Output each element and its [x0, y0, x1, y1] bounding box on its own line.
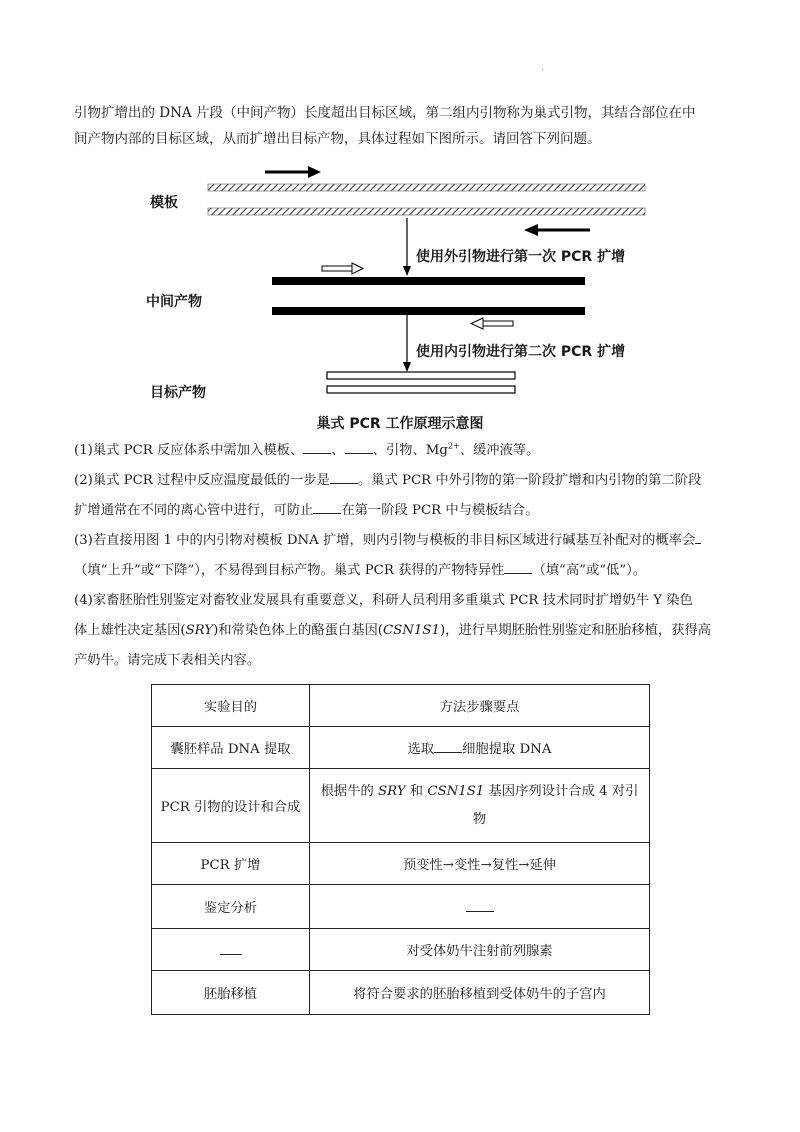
method-text-c: 基因序列设计合成 4 对引物	[472, 783, 639, 827]
target-strand-top	[327, 372, 515, 379]
method-text-b: 和	[405, 783, 428, 799]
step1-text: 使用外引物进行第一次 PCR 扩增	[416, 249, 626, 265]
table-row	[152, 769, 650, 843]
method-text-b: 细胞提取 DNA	[462, 742, 552, 757]
q2-text-a: (2)巢式 PCR 过程中反应温度最低的一步是	[74, 473, 330, 488]
answer-blank[interactable]	[466, 897, 494, 912]
q2-text-d: 在第一阶段 PCR 中与模板结合。	[341, 503, 539, 518]
inner-primer-reverse-arrow	[471, 318, 513, 329]
intro-paragraph	[74, 100, 724, 152]
row-purpose: 囊胚样品 DNA 提取	[152, 727, 310, 769]
intermediate-strand-top	[272, 277, 585, 285]
answer-blank[interactable]	[695, 529, 701, 544]
row-method: 将符合要求的胚胎移植到受体奶牛的子宫内	[310, 971, 650, 1015]
question-2-cont	[74, 496, 734, 526]
answer-blank[interactable]	[303, 439, 331, 454]
q2-text-c: 扩增通常在不同的离心管中进行，可防止	[74, 503, 314, 518]
intermediate-strand-bottom	[272, 307, 585, 315]
q3-text-a: (3)若直接用图 1 中的内引物对模板 DNA 扩增，则内引物与模板的非目标区域进行碱基互补配对的概率会	[74, 533, 696, 548]
q1-text-c: 、引物、Mg	[372, 443, 448, 458]
header-method: 方法步骤要点	[310, 685, 650, 727]
q1-text-a: (1)巢式 PCR 反应体系中需加入模板、	[74, 443, 304, 458]
question-4-line-1: (4)家畜胚胎性别鉴定对畜牧业发展具有重要意义，科研人员利用多重巢式 PCR 技术同时扩增奶牛 Y 染色	[74, 593, 693, 608]
answer-blank[interactable]	[220, 940, 242, 955]
template-strand-bottom	[208, 208, 645, 215]
q3-text-b: （填“上升”或“下降”），不易得到目标产物。巢式 PCR 获得的产物特异性	[74, 563, 505, 578]
q3-text-c: （填“高”或“低”）。	[532, 563, 647, 578]
page-dot: .	[541, 62, 545, 73]
row-purpose: 鉴定分析	[152, 885, 310, 929]
method-text-a: 选取	[407, 742, 435, 757]
inner-primer-forward-arrow	[322, 263, 363, 274]
header-purpose: 实验目的	[152, 685, 310, 727]
table-row	[152, 885, 650, 929]
question-4-line-2	[74, 616, 734, 646]
q4-text-a: 体上雄性决定基因(	[74, 623, 186, 638]
template-strand-top	[208, 184, 645, 191]
gene-sry: SRY	[378, 783, 406, 799]
row-purpose: PCR 引物的设计和合成	[152, 769, 310, 843]
row-purpose: PCR 扩增	[152, 843, 310, 885]
question-2	[74, 466, 734, 496]
q4-text-c: )，进行早期胚胎性别鉴定和胚胎移植，获得高	[439, 623, 712, 638]
outer-primer-forward-arrow	[265, 166, 321, 178]
row-method	[310, 885, 650, 929]
target-strand-bottom	[327, 386, 515, 393]
label-target-product: 目标产物	[150, 385, 206, 401]
gene-sry: SRY	[185, 623, 214, 638]
diagram-caption: 巢式 PCR 工作原理示意图	[316, 416, 484, 432]
table-row	[152, 929, 650, 971]
answer-blank[interactable]	[330, 469, 358, 484]
method-text-a: 根据牛的	[320, 783, 379, 799]
nested-pcr-diagram	[0, 150, 800, 440]
questions	[74, 436, 734, 676]
q4-text-b: )和常染色体上的酪蛋白基因(	[213, 623, 383, 638]
row-method	[310, 769, 650, 843]
table-row	[152, 727, 650, 769]
row-method: 对受体奶牛注射前列腺素	[310, 929, 650, 971]
q1-text-d: 、缓冲液等。	[459, 443, 540, 458]
step2-text: 使用内引物进行第二次 PCR 扩增	[416, 344, 626, 360]
diagram-graphic	[0, 150, 800, 440]
answer-blank[interactable]	[434, 738, 462, 753]
label-intermediate-product: 中间产物	[146, 294, 202, 310]
intro-line-1: 引物扩增出的 DNA 片段（中间产物）长度超出目标区域，第二组内引物称为巢式引物，其结合部位在中	[74, 105, 696, 121]
answer-blank[interactable]	[504, 559, 532, 574]
row-purpose: 胚胎移植	[152, 971, 310, 1015]
q2-text-b: 。巢式 PCR 中外引物的第一阶段扩增和内引物的第二阶段	[357, 473, 702, 488]
row-purpose	[152, 929, 310, 971]
outer-primer-reverse-arrow	[524, 224, 590, 236]
question-4-line-3: 产奶牛。请完成下表相关内容。	[74, 653, 261, 668]
table-header-row	[152, 685, 650, 727]
row-method: 预变性→变性→复性→延伸	[310, 843, 650, 885]
table-row	[152, 843, 650, 885]
question-3-cont	[74, 556, 734, 586]
table-row	[152, 971, 650, 1015]
answer-blank[interactable]	[345, 439, 373, 454]
gene-csn1s1: CSN1S1	[383, 623, 440, 638]
experiment-table	[151, 684, 650, 1015]
gene-csn1s1: CSN1S1	[427, 783, 485, 799]
intro-line-2: 间产物内部的目标区域，从而扩增出目标产物，具体过程如下图所示。请回答下列问题。	[74, 131, 601, 147]
row-method	[310, 727, 650, 769]
q1-text-b: 、	[331, 443, 345, 458]
question-1	[74, 436, 734, 466]
label-template: 模板	[150, 195, 178, 211]
question-3	[74, 526, 734, 556]
answer-blank[interactable]	[313, 499, 341, 514]
q1-superscript: 2+	[447, 441, 460, 451]
